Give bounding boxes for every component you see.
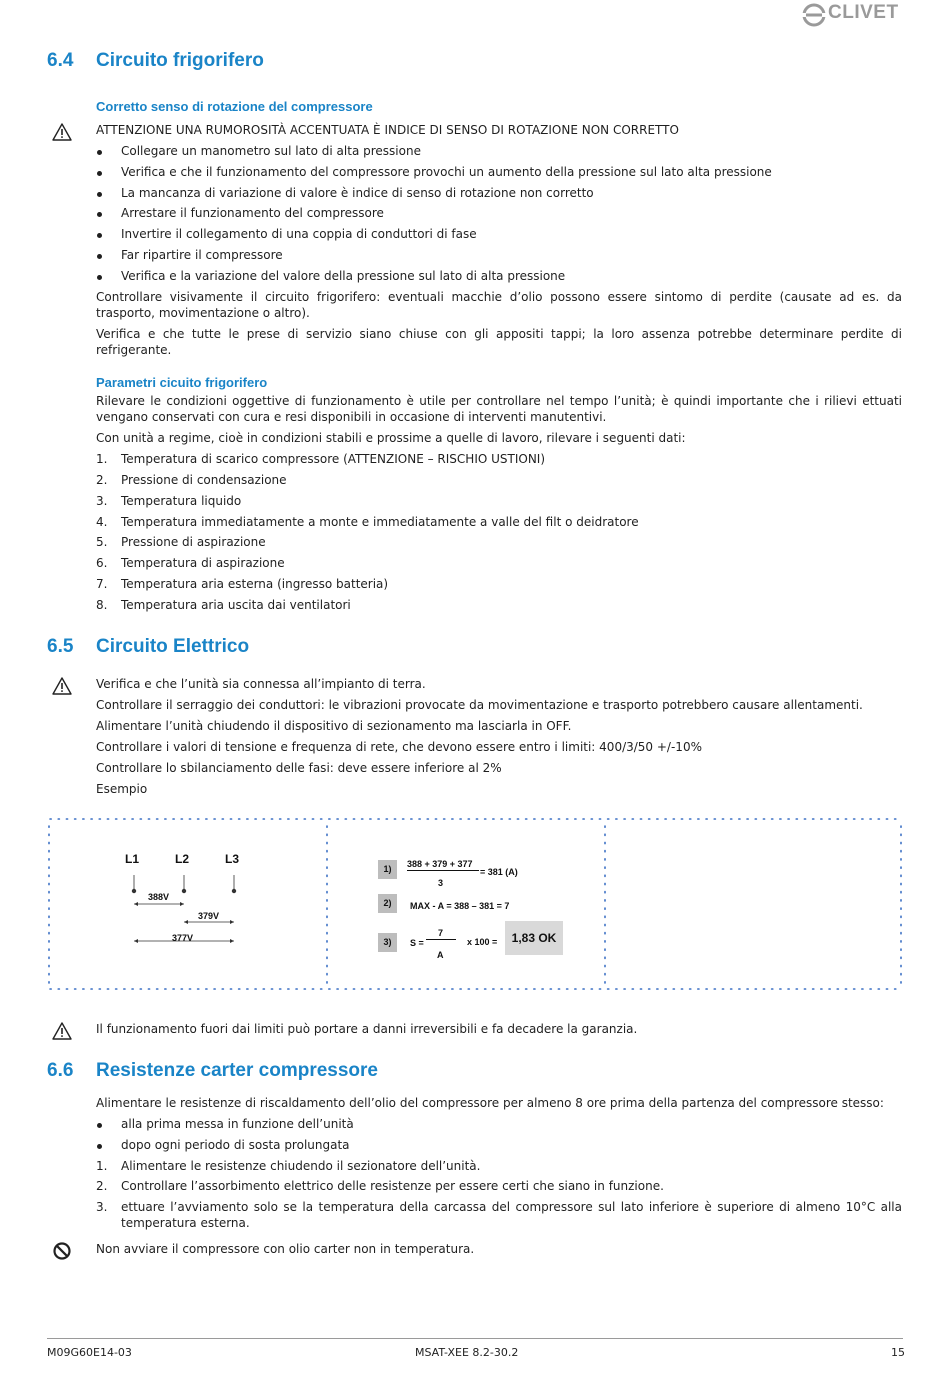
- warning-triangle-icon: [52, 676, 72, 696]
- paragraph: Rilevare le condizioni oggettive di funzionamento è utile per controllare nel tempo l’unità; è quindi importante che i rilievi ettuati vengano conservati con cura e resi disponibili in occasione di interventi manutentivi.: [96, 394, 902, 424]
- voltage-label: 379V: [198, 911, 220, 921]
- step1-denominator: 3: [438, 878, 444, 888]
- warning-triangle-icon: [52, 1021, 72, 1041]
- step3-prefix: S =: [410, 938, 424, 948]
- section-heading-6-5: 6.5 Circuito Elettrico: [47, 636, 250, 657]
- model-name: MSAT-XEE 8.2-30.2: [415, 1346, 519, 1359]
- paragraph: Verifica e che tutte le prese di servizio siano chiuse con gli appositi tappi; la loro assenza potrebbe determinare perdite di refrigerante.: [96, 327, 902, 357]
- paragraph: Alimentare le resistenze di riscaldamento dell’olio del compressore per almeno 8 ore prima della partenza del compressore stesso:: [96, 1096, 884, 1110]
- page-number: 15: [891, 1346, 905, 1359]
- list-item: 3. ettuare l’avviamento solo se la temperatura della carcassa del compressore sul lato inferiore è superiore di almeno 10°C alla temperatura esterna.: [96, 1200, 902, 1230]
- electrical-line: Controllare lo sbilanciamento delle fasi: deve essere inferiore al 2%: [96, 761, 502, 775]
- electrical-line: Verifica e che l’unità sia connessa all’impianto di terra.: [96, 677, 426, 691]
- electrical-line: Controllare i valori di tensione e frequenza di rete, che devono essere entro i limiti: 400/3/50 +/-10%: [96, 740, 702, 754]
- brand-logo: [802, 2, 906, 28]
- footer-divider: [47, 1338, 903, 1339]
- phase-label: L2: [175, 852, 190, 866]
- clivet-logo-icon: [802, 3, 826, 27]
- rotation-warning-text: ATTENZIONE UNA RUMOROSITÀ ACCENTUATA È INDICE DI SENSO DI ROTAZIONE NON CORRETTO: [96, 123, 679, 137]
- phase-label: L3: [225, 852, 240, 866]
- step3-numerator: 7: [438, 928, 444, 938]
- subtitle-rotation: Corretto senso di rotazione del compressore: [96, 99, 373, 114]
- warning-triangle-icon: [52, 122, 72, 142]
- document-code: M09G60E14-03: [47, 1346, 132, 1359]
- step3-multiplier: x 100 =: [467, 937, 498, 947]
- section-heading-6-4: 6.4 Circuito frigorifero: [47, 50, 264, 71]
- electrical-line: Alimentare l’unità chiudendo il dispositivo di sezionamento ma lasciarla in OFF.: [96, 719, 572, 733]
- limits-warning-text: Il funzionamento fuori dai limiti può portare a danni irreversibili e fa decadere la garanzia.: [96, 1022, 638, 1036]
- step2-formula: MAX - A = 388 – 381 = 7: [410, 901, 510, 911]
- step1-numerator: 388 + 379 + 377: [407, 859, 473, 869]
- step-badge: 2): [378, 894, 397, 913]
- section-heading-6-6: 6.6 Resistenze carter compressore: [47, 1060, 378, 1081]
- electrical-line: Controllare il serraggio dei conduttori: le vibrazioni provocate da movimentazione e trasporto potrebbero causare allentamenti.: [96, 698, 863, 712]
- prohibition-icon: [52, 1241, 72, 1261]
- result-ok-box: 1,83 OK: [505, 921, 563, 955]
- voltage-label: 377V: [172, 933, 194, 943]
- phase-label: L1: [125, 852, 140, 866]
- step3-denominator: A: [437, 950, 444, 960]
- logo-text: CLIVET: [828, 2, 899, 23]
- voltage-label: 388V: [148, 892, 170, 902]
- fraction-bar: [407, 870, 479, 871]
- voltage-example-box: [48, 818, 902, 990]
- subtitle-params: Parametri cicuito frigorifero: [96, 375, 268, 390]
- paragraph: Con unità a regime, cioè in condizioni stabili e prossime a quelle di lavoro, rilevare i seguenti dati:: [96, 431, 686, 445]
- paragraph: Controllare visivamente il circuito frigorifero: eventuali macchie d’olio possono essere sintomo di perdite (causate ad es. da trasporto, movimentazione o altro).: [96, 290, 902, 320]
- step-badge: 3): [378, 933, 397, 952]
- step1-result: = 381 (A): [480, 867, 518, 877]
- example-label: Esempio: [96, 782, 148, 796]
- step-badge: 1): [378, 860, 397, 879]
- fraction-bar: [426, 939, 456, 940]
- prohibition-text: Non avviare il compressore con olio carter non in temperatura.: [96, 1242, 475, 1256]
